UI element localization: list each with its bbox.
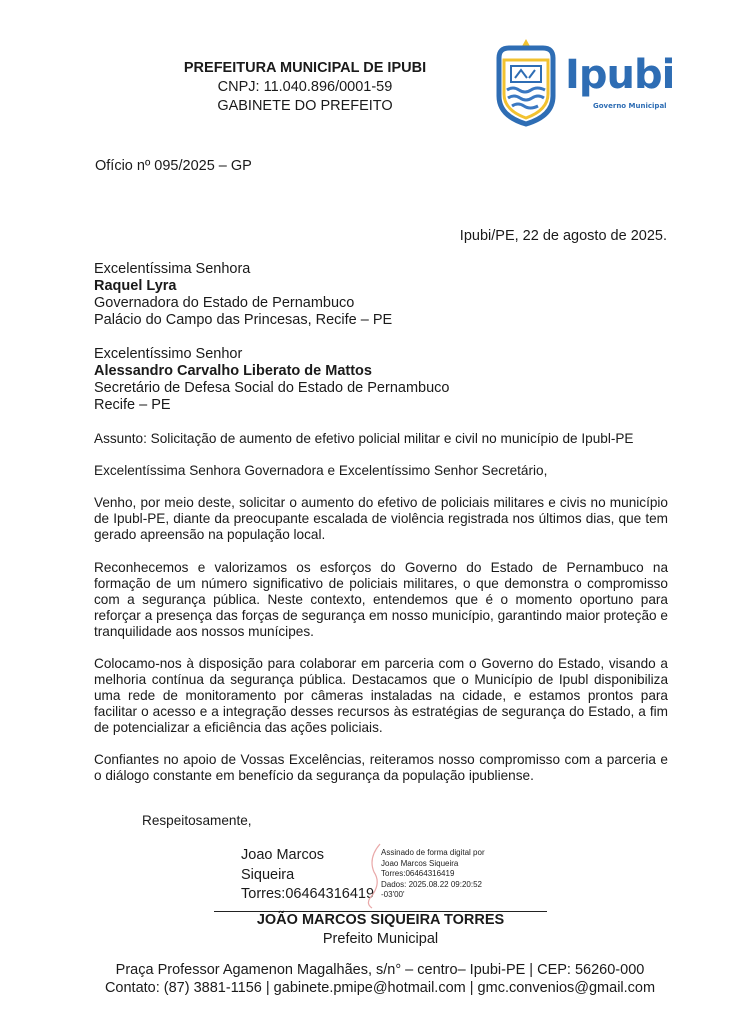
footer-contact: Contato: (87) 3881-1156 | gabinete.pmipe@hotmail.com | gmc.convenios@gmail.com bbox=[104, 980, 656, 996]
subject-line: Assunto: Solicitação de aumento de efetivo policial militar e civil no município de Ipubl-PE bbox=[94, 431, 634, 446]
digital-line: -03'00' bbox=[381, 890, 405, 899]
municipal-logo bbox=[493, 36, 673, 128]
body-paragraph: Venho, por meio deste, solicitar o aumento do efetivo de policiais militares e civis no município de Ipubl-PE, diante da preocupante escalada de violência registrada nos últimos dias, que tem gerado apreensão na população local. bbox=[94, 495, 668, 542]
recipient-secretary bbox=[94, 346, 449, 414]
letterhead-title: PREFEITURA MUNICIPAL DE IPUBI bbox=[183, 60, 427, 76]
recipient-name: Alessandro Carvalho Liberato de Mattos bbox=[94, 363, 372, 379]
digital-line: Dados: 2025.08.22 09:20:52 bbox=[381, 879, 482, 889]
recipient-governor bbox=[94, 261, 392, 329]
signer-line: Siqueira bbox=[241, 866, 295, 883]
signer-full-name: JOÃO MARCOS SIQUEIRA TORRES bbox=[256, 912, 505, 928]
body-paragraph: Confiantes no apoio de Vossas Excelências, reiteramos nosso compromisso com a parceria e o diálogo constante em benefício da segurança da população ipubliense. bbox=[94, 752, 668, 783]
crest-icon bbox=[493, 36, 559, 128]
recipient-salutation: Excelentíssimo Senhor bbox=[94, 346, 243, 362]
recipient-role: Secretário de Defesa Social do Estado de Pernambuco bbox=[94, 380, 450, 396]
letterhead-department: GABINETE DO PREFEITO bbox=[217, 98, 393, 114]
recipient-address: Palácio do Campo das Princesas, Recife – PE bbox=[94, 312, 393, 328]
recipient-salutation: Excelentíssima Senhora bbox=[94, 261, 251, 277]
greeting-line: Excelentíssima Senhora Governadora e Excelentíssimo Senhor Secretário, bbox=[94, 463, 548, 478]
letterhead bbox=[150, 59, 460, 116]
signer-name-block bbox=[241, 846, 374, 905]
signer-line: Joao Marcos bbox=[241, 847, 325, 863]
digital-line: Joao Marcos Siqueira bbox=[381, 858, 459, 868]
signer-role: Prefeito Municipal bbox=[322, 931, 439, 947]
recipient-name: Raquel Lyra bbox=[94, 278, 177, 294]
recipient-role: Governadora do Estado de Pernambuco bbox=[94, 295, 355, 311]
footer-address: Praça Professor Agamenon Magalhães, s/n° – centro– Ipubi-PE | CEP: 56260-000 bbox=[115, 962, 645, 978]
logo-wordmark: Ipubi bbox=[565, 52, 675, 98]
digital-line: Assinado de forma digital por bbox=[381, 848, 485, 857]
logo-subtitle: Governo Municipal bbox=[593, 102, 667, 110]
recipient-address: Recife – PE bbox=[94, 397, 171, 413]
body-paragraph: Colocamo-nos à disposição para colaborar em parceria com o Governo do Estado, visando a melhoria contínua da segurança pública. Destacamos que o Município de Ipubl disponibiliza uma rede de monitoramento por câmeras instaladas na cidade, e estamos prontos para facilitar o acesso e a integração desses recursos às estratégias de segurança do Estado, a fim de potencializar a eficiência das ações policiais. bbox=[94, 656, 668, 735]
document-date: Ipubi/PE, 22 de agosto de 2025. bbox=[459, 228, 667, 244]
body-paragraph: Reconhecemos e valorizamos os esforços do Governo do Estado de Pernambuco na formação de um número significativo de policiais militares, o que demonstra o compromisso com a segurança pública. Neste contexto, entendemos que é o momento oportuno para reforçar a presença das forças de segurança em nosso município, garantindo maior proteção e tranquilidade aos nossos munícipes. bbox=[94, 560, 668, 639]
letterhead-cnpj: CNPJ: 11.040.896/0001-59 bbox=[217, 79, 393, 95]
signer-line: Torres:06464316419 bbox=[241, 886, 375, 902]
digital-signature-stamp bbox=[381, 848, 485, 901]
document-number: Ofício nº 095/2025 – GP bbox=[95, 158, 252, 174]
digital-line: Torres:06464316419 bbox=[381, 869, 455, 878]
closing-line: Respeitosamente, bbox=[142, 813, 252, 828]
